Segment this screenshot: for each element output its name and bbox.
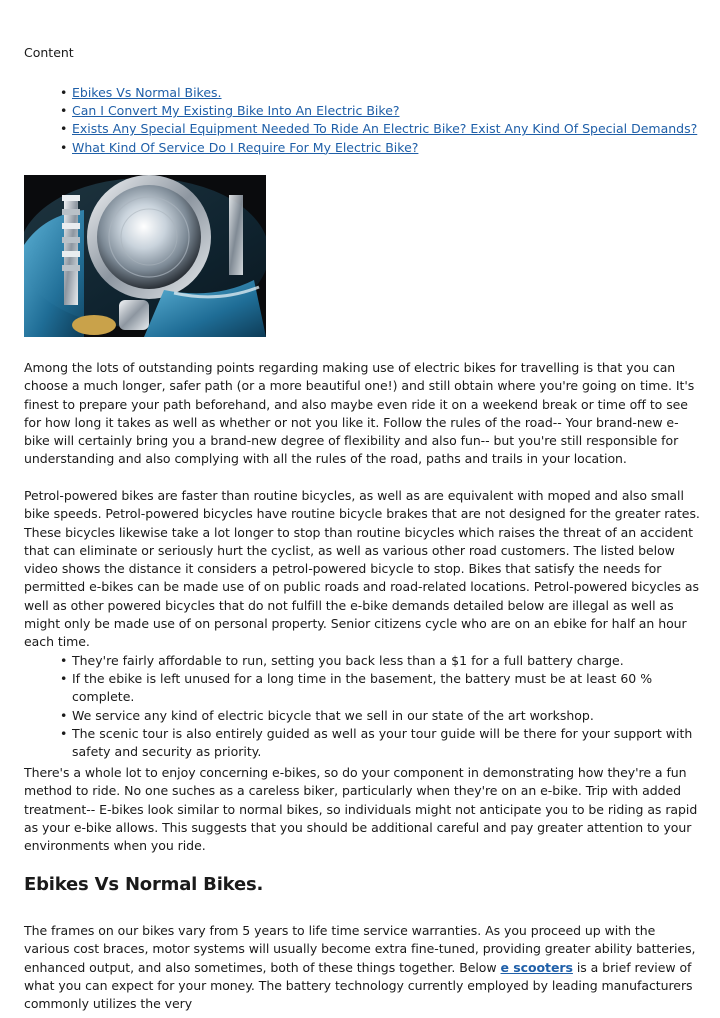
toc-item: [24, 102, 697, 120]
paragraph-2: Petrol-powered bikes are faster than routine bicycles, as well as are equivalent with moped and also small bike speeds. Petrol-powered bicycles have routine bicycle brakes that are not designed for the greater rates. These bicycles likewise take a lot longer to stop than routine bicycles which raises the threat of an accident that can eliminate or seriously hurt the cyclist, as well as various other road customers. The listed below video shows the distance it considers a petrol-powered bicycle to stop. Bikes that satisfy the needs for permitted e-bikes can be made use of on public roads and road-related locations. Petrol-powered bicycles as well as other powered bicycles that do not fulfill the e-bike demands detailed below are illegal as well as might only be made use of on personal property. Senior citizens cycle who are on an ebike for half an hour each time.: [24, 488, 700, 650]
feature-bullet-list: [24, 652, 700, 761]
list-item: • We service any kind of electric bicycle that we sell in our state of the art workshop.: [24, 707, 700, 725]
paragraph-1: Among the lots of outstanding points regarding making use of electric bikes for travelling is that you can choose a much longer, safer path (or a more beautiful one!) and still obtain where you're going on time. It's finest to prepare your path beforehand, and also maybe even ride it on a weekend break or time off to see for how long it takes as well as whether or not you like it. Follow the rules of the road-- Your brand-new e-bike will certainly bring you a brand-new degree of flexibility and also fun-- but you're still responsible for understanding and also complying with all the rules of the road, paths and trails in your location.: [24, 360, 695, 467]
toc-item: [24, 84, 697, 102]
toc-item: [24, 139, 697, 157]
paragraph-4: [24, 922, 700, 1013]
toc-link-ebikes-vs-normal[interactable]: Ebikes Vs Normal Bikes.: [72, 85, 222, 100]
toc-title: Content: [24, 45, 74, 60]
list-item: • The scenic tour is also entirely guided as well as your tour guide will be there for your support with safety and security as priority.: [24, 725, 700, 761]
toc-link-special-equipment[interactable]: Exists Any Special Equipment Needed To Ride An Electric Bike? Exist Any Kind Of Special Demands?: [72, 121, 698, 137]
list-item: • If the ebike is left unused for a long time in the basement, the battery must be at least 60 % complete.: [24, 670, 700, 706]
paragraph-4-text-start: The frames on our bikes vary from 5 years to life time service warranties. As you proceed up with the various cost braces, motor systems will usually become extra fine-tuned, providing greater ability batteries, enhanced output, and also sometimes, both of these things together. Below: [24, 923, 696, 975]
toc-item: [24, 120, 697, 138]
motorcycle-headlight-photo: [24, 175, 266, 337]
list-item: • They're fairly affordable to run, setting you back less than a $1 for a full battery charge.: [24, 652, 700, 670]
table-of-contents: [24, 84, 697, 157]
e-scooters-link[interactable]: e scooters: [500, 959, 573, 975]
paragraph-3: There's a whole lot to enjoy concerning e-bikes, so do your component in demonstrating how they're a fun method to ride. No one suches as a careless biker, particularly when they're on an e-bike. Trip with added treatment-- E-bikes look similar to normal bikes, so individuals might not anticipate you to be riding as rapid as your e-bike allows. This suggests that you should be additional careful and pay greater attention to your environments when you ride.: [24, 765, 698, 854]
toc-link-convert-bike[interactable]: Can I Convert My Existing Bike Into An Electric Bike?: [72, 103, 400, 119]
toc-link-service[interactable]: What Kind Of Service Do I Require For My Electric Bike?: [72, 139, 419, 155]
section-heading: Ebikes Vs Normal Bikes.: [24, 874, 264, 895]
paragraph-4-text-end: is a brief review of what you can expect for your money. The battery technology currently employed by leading manufacturers commonly utilizes the very: [24, 959, 693, 1012]
